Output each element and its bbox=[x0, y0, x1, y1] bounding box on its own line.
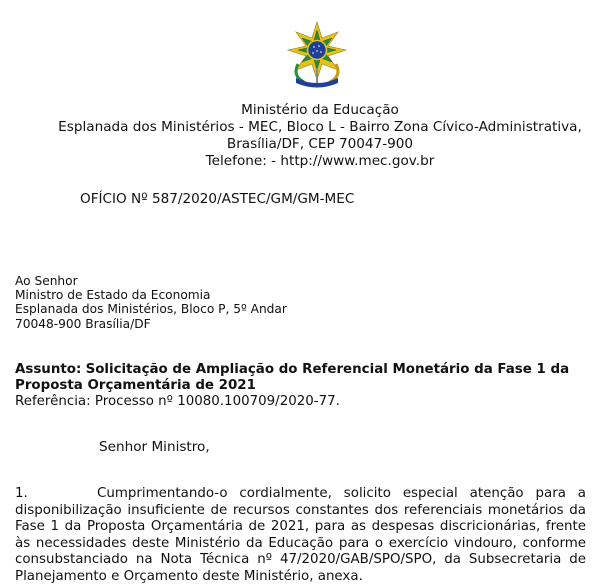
ministry-name: Ministério da Educação bbox=[241, 102, 399, 118]
recipient-address: Esplanada dos Ministérios, Bloco P, 5º Andar bbox=[15, 302, 287, 317]
subject-label: Assunto: bbox=[15, 362, 82, 377]
recipient-salutation: Ao Senhor bbox=[15, 274, 78, 288]
reference-label: Referência: bbox=[15, 394, 91, 409]
recipient-city: 70048-900 Brasília/DF bbox=[15, 316, 151, 331]
body-paragraph-1 bbox=[15, 486, 586, 585]
reference-line bbox=[15, 394, 585, 410]
subject-block bbox=[15, 362, 585, 410]
recipient-block bbox=[15, 274, 287, 331]
paragraph-number: 1. bbox=[15, 486, 28, 501]
subject-text: Solicitação de Ampliação do Referencial Monetário da Fase 1 da Proposta Orçamentária de 2021 bbox=[15, 362, 570, 393]
subject-line bbox=[15, 362, 585, 394]
recipient-title: Ministro de Estado da Economia bbox=[15, 288, 211, 303]
paragraph-text: Cumprimentando-o cordialmente, solicito especial atenção para a disponibilização insuficiente de recursos constantes dos referenciais monetários da Fase 1 da Proposta Orçamentária de 2021, para as despesas discricionárias, frente às necessidades deste Ministério da Educação para o exercício vindouro, conforme consubstanciado na Nota Técnica nº 47/2020/GAB/SPO/SPO, da Subsecretaria de Planejamento e Orçamento deste Ministério, anexa. bbox=[15, 486, 586, 584]
ministry-phone-line: Telefone: - http://www.mec.gov.br bbox=[205, 153, 435, 169]
ministry-address-line2: Brasília/DF, CEP 70047-900 bbox=[226, 136, 414, 152]
coat-of-arms-emblem bbox=[284, 20, 350, 88]
reference-value: Processo nº 10080.100709/2020-77. bbox=[94, 394, 340, 409]
ministry-address-line1: Esplanada dos Ministérios - MEC, Bloco L - Bairro Zona Cívico-Administrativa, bbox=[58, 119, 582, 135]
oficio-number: OFÍCIO Nº 587/2020/ASTEC/GM/GM-MEC bbox=[80, 191, 355, 207]
greeting: Senhor Ministro, bbox=[99, 439, 210, 455]
